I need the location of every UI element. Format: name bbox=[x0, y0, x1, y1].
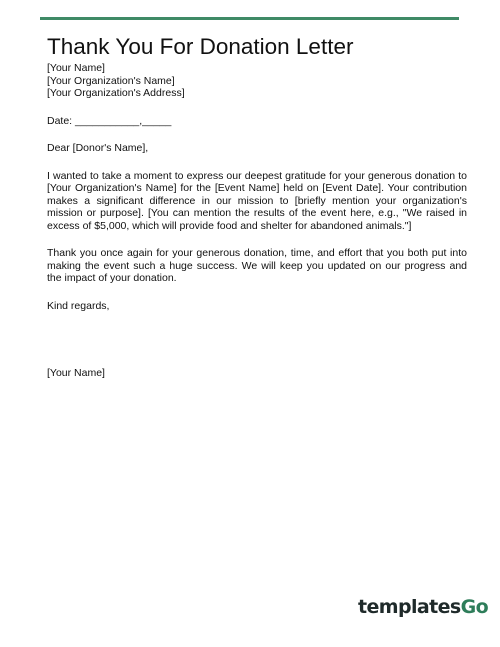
body-paragraph: I wanted to take a moment to express our deepest gratitude for your generous donation to [Your Organization's Name] for the [Event Name] held on [Event Date]. Your contribution makes a significant difference in our mission to [briefly mention your organization's mission or purpose]. [You can mention the results of the event here, e.g., "We raised in excess of $5,000, which will provide food and shelter for abandoned animals."] bbox=[47, 169, 467, 232]
sender-name: [Your Name] bbox=[47, 62, 105, 74]
date-line: Date: ___________,_____ bbox=[47, 114, 172, 127]
logo-text-go: Go bbox=[460, 596, 489, 618]
closing: Kind regards, bbox=[47, 299, 110, 312]
salutation: Dear [Donor's Name], bbox=[47, 142, 149, 154]
templatesgo-logo bbox=[358, 594, 488, 620]
sender-address: [Your Organization's Address] bbox=[47, 87, 185, 99]
signature-space bbox=[47, 312, 467, 352]
letter-document bbox=[47, 34, 467, 380]
letter-title: Thank You For Donation Letter bbox=[47, 34, 354, 59]
body-paragraph: Thank you once again for your generous donation, time, and effort that you both put into making the event such a huge success. We will keep you updated on our progress and the impact of your donation. bbox=[47, 247, 467, 284]
logo-text-templates: templates bbox=[358, 596, 461, 618]
sender-organization: [Your Organization's Name] bbox=[47, 74, 175, 87]
sender-block bbox=[47, 62, 467, 100]
top-accent-rule bbox=[40, 17, 459, 20]
signature-name: [Your Name] bbox=[47, 367, 105, 379]
